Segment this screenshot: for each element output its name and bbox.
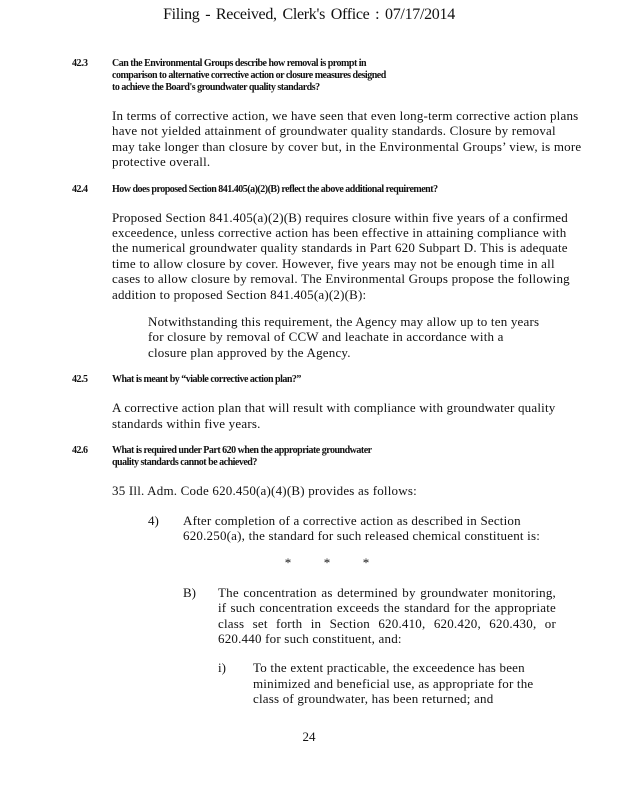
question-number: 42.5	[72, 374, 88, 386]
proposed-addition-quote: Notwithstanding this requirement, the Agency may allow up to ten years for closure by removal of CCW and leachate in accordance with a closure plan approved by the Agency.	[148, 314, 540, 360]
question-42-3	[72, 58, 392, 94]
answer-42-6: 35 Ill. Adm. Code 620.450(a)(4)(B) provides as follows:	[112, 483, 417, 499]
filing-header: Filing - Received, Clerk's Office : 07/17/2014	[163, 6, 455, 23]
answer-42-5: A corrective action plan that will result with compliance with groundwater quality standards within five years.	[112, 400, 556, 431]
answer-42-4: Proposed Section 841.405(a)(2)(B) requires closure within five years of a confirmed exceedence, unless corrective action has been effective in attaining compliance with the numerical groundwater quality standards in Part 620 Subpart D. This is adequate time to allow closure by cover. However, five years may not be enough time in all cases to allow closure by removal. The Environmental Groups propose the following addition to proposed Section 841.405(a)(2)(B):	[112, 209, 570, 302]
item-4	[148, 513, 572, 544]
question-number: 42.3	[72, 58, 88, 69]
question-42-6	[72, 445, 392, 469]
item-i-text: To the extent practicable, the exceedence has been minimized and beneficial use, as appropriate for the class of groundwater, has been returned; and	[253, 660, 534, 707]
question-text: How does proposed Section 841.405(a)(2)(B) reflect the above additional requirement?	[112, 183, 438, 195]
question-number: 42.6	[72, 445, 88, 457]
document-body	[72, 58, 582, 707]
question-text: What is required under Part 620 when the appropriate groundwater quality standards cannot be achieved?	[112, 445, 372, 469]
item-b	[183, 585, 556, 647]
ellipsis: * * *	[284, 555, 370, 571]
item-b-text: The concentration as determined by groundwater monitoring, if such concentration exceeds the standard for the appropriate class set forth in Section 620.410, 620.420, 620.430, or 620.440 for such constituent, and:	[218, 584, 556, 646]
item-b-label: B)	[183, 584, 196, 600]
question-number: 42.4	[72, 183, 88, 195]
question-text: What is meant by “viable corrective action plan?”	[112, 374, 301, 386]
answer-42-3: In terms of corrective action, we have seen that even long-term corrective action plans have not yielded attainment of groundwater quality standards. Closure by removal may take longer than closure by cover but, in the Environmental Groups’ view, is more protective overall.	[112, 108, 582, 170]
question-text: Can the Environmental Groups describe how removal is prompt in comparison to alternative corrective action or closure measures designed to achieve the Board's groundwater quality standards?	[112, 58, 386, 93]
item-i-label: i)	[218, 660, 226, 676]
question-42-4	[72, 184, 582, 196]
question-42-5	[72, 374, 582, 386]
item-4-text: After completion of a corrective action as described in Section 620.250(a), the standard for such released chemical constituent is:	[183, 512, 541, 543]
item-i	[218, 660, 552, 706]
page-number: 24	[302, 728, 316, 744]
item-4-label: 4)	[148, 512, 159, 528]
